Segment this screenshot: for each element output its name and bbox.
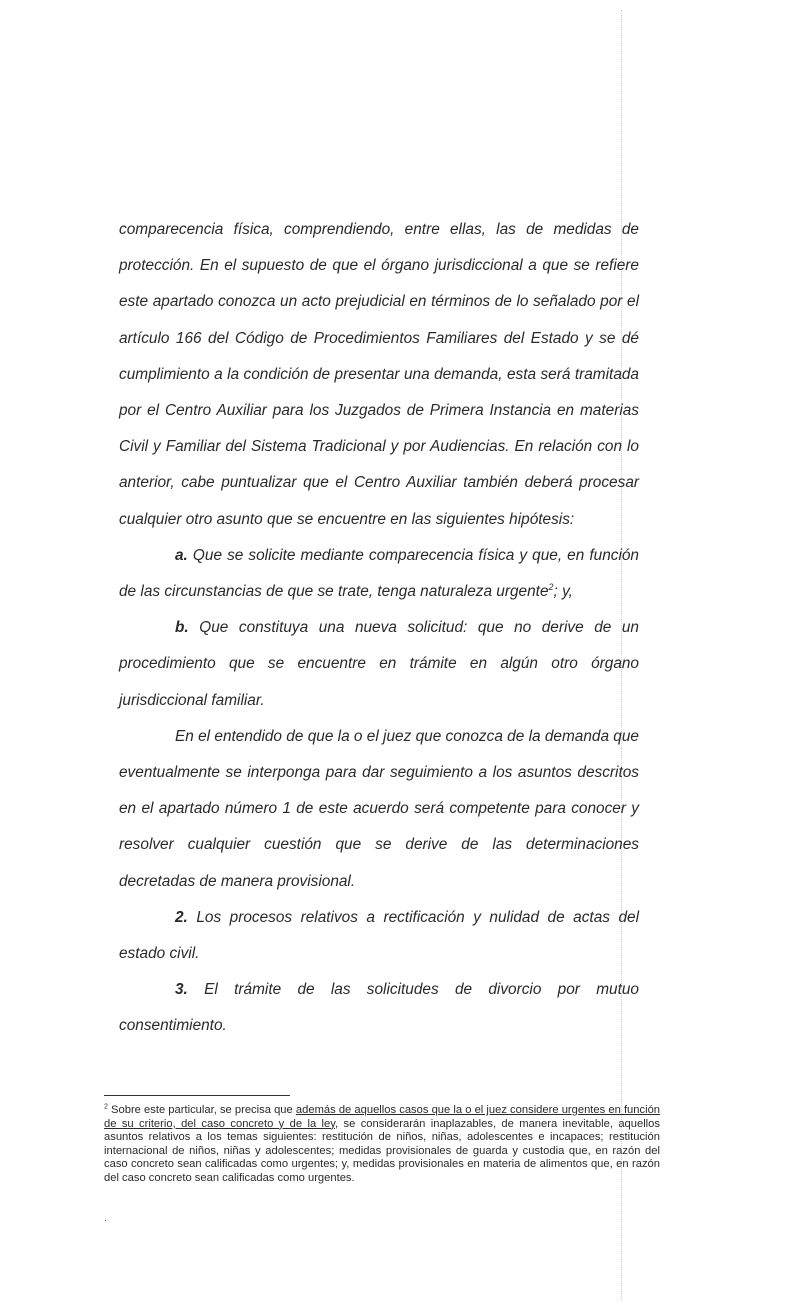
footnote-number: 2 <box>104 1103 108 1111</box>
footnote-underlined: además de aquellos casos que la o el juez considere urgentes en función de su criterio, del caso concreto y de la ley <box>104 1104 661 1130</box>
list-item-a-text: Que se solicite mediante comparecencia física y que, en función de las circunstancias de que se trate, tenga naturaleza urgente <box>119 546 639 601</box>
list-item-b <box>119 610 639 719</box>
list-item-3-label: 3. <box>175 981 188 999</box>
list-item-3-text: El trámite de las solicitudes de divorcio por mutuo consentimiento. <box>119 981 639 1035</box>
footnote-separator <box>104 1095 290 1096</box>
list-item-a-label: a. <box>175 546 188 564</box>
list-item-3 <box>119 972 639 1044</box>
footnote-rest: , se considerarán inaplazables, de manera inevitable, aquellos asuntos relativos a los temas siguientes: restitución de niños, niñas, adolescentes e incapaces; restitución internacional de niños, niñas y adolescentes; medidas provisionales de guarda y custodia que, en razón del caso concreto sean calificadas como urgentes; y, medidas provisionales en materia de alimentos que, en razón del caso concreto sean calificadas como urgentes. <box>104 1117 660 1184</box>
stray-dot-mark: . <box>104 1212 108 1224</box>
list-item-b-text: Que constituya una nueva solicitud: que no derive de un procedimiento que se encuentre en trámite en algún otro órgano jurisdiccional familiar. <box>119 619 639 709</box>
paragraph-competence: En el entendido de que la o el juez que conozca de la demanda que eventualmente se interponga para dar seguimiento a los asuntos descritos en el apartado número 1 de este acuerdo será competente para conocer y resolver cualquier cuestión que se derive de las determinaciones decretadas de manera provisional. <box>119 727 639 890</box>
list-item-b-label: b. <box>175 619 189 637</box>
list-item-a-tail: ; y, <box>553 583 573 601</box>
list-item-2 <box>119 900 639 972</box>
footnote-reference: 2 <box>548 581 554 592</box>
footnote <box>104 1104 660 1186</box>
paragraph-continuation: comparecencia física, comprendiendo, entre ellas, las de medidas de protección. En el supuesto de que el órgano jurisdiccional a que se refiere este apartado conozca un acto prejudicial en términos de lo señalado por el artículo 166 del Código de Procedimientos Familiares del Estado y se dé cumplimiento a la condición de presentar una demanda, esta será tramitada por el Centro Auxiliar para los Juzgados de Primera Instancia en materias Civil y Familiar del Sistema Tradicional y por Audiencias. En relación con lo anterior, cabe puntualizar que el Centro Auxiliar también deberá procesar cualquier otro asunto que se encuentre en las siguientes hipótesis: <box>119 221 639 528</box>
list-item-2-label: 2. <box>175 908 188 926</box>
list-item-a <box>119 538 639 610</box>
main-text-block <box>119 212 639 1045</box>
list-item-2-text: Los procesos relativos a rectificación y nulidad de actas del estado civil. <box>119 908 639 963</box>
footnote-lead: Sobre este particular, se precisa que <box>111 1104 293 1116</box>
